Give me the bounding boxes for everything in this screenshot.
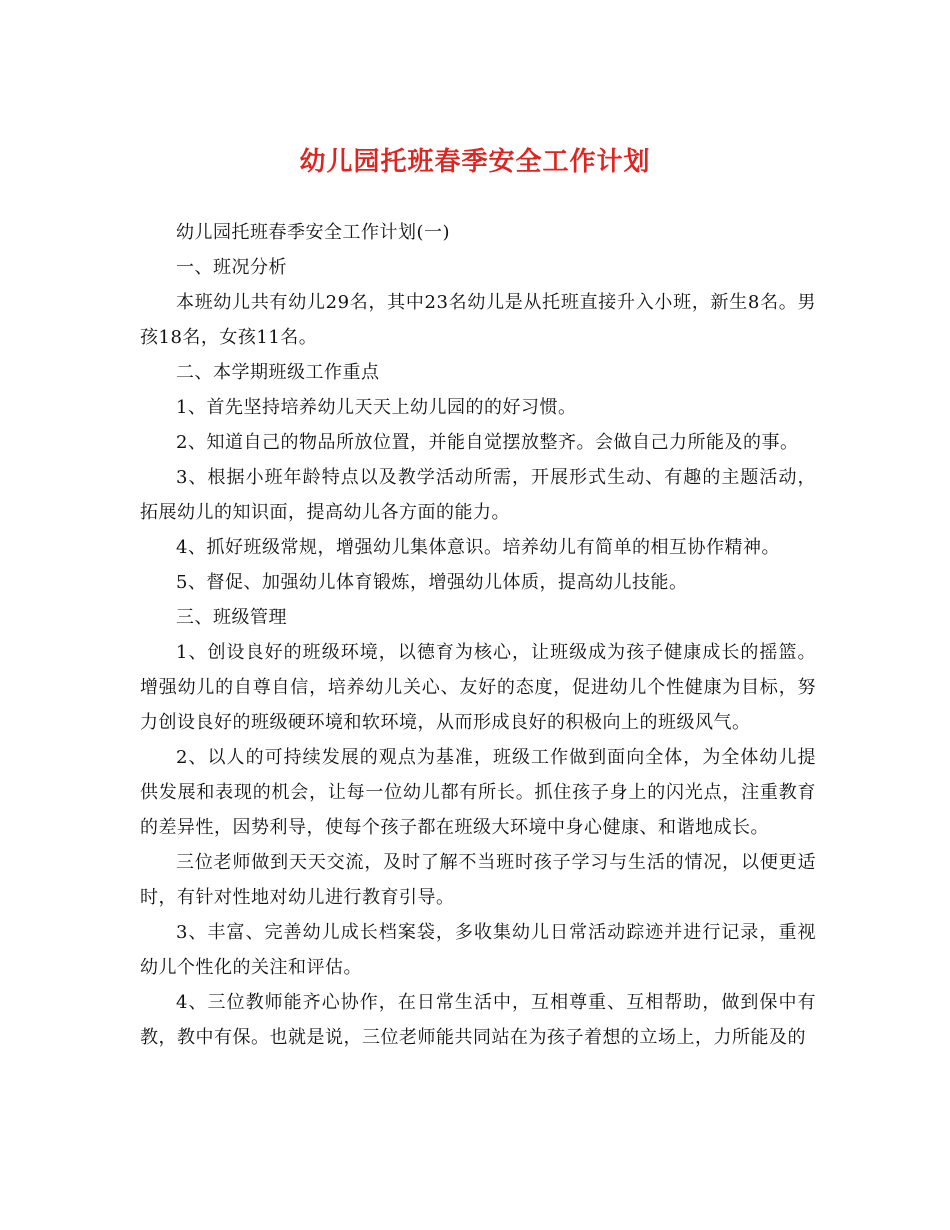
paragraph-class-analysis: 本班幼儿共有幼儿29名，其中23名幼儿是从托班直接升入小班，新生8名。男孩18名，女孩11名。 bbox=[140, 292, 816, 348]
paragraph-subtitle: 幼儿园托班春季安全工作计划(一) bbox=[176, 222, 451, 243]
section-heading-class-analysis: 一、班况分析 bbox=[176, 257, 287, 278]
list-item-focus-1: 1、首先坚持培养幼儿天天上幼儿园的的好习惯。 bbox=[176, 397, 577, 418]
list-item-focus-5: 5、督促、加强幼儿体育锻炼，增强幼儿体质，提高幼儿技能。 bbox=[176, 572, 688, 593]
section-heading-class-management: 三、班级管理 bbox=[176, 607, 287, 628]
document-body bbox=[140, 215, 816, 1055]
list-item-management-1: 1、创设良好的班级环境，以德育为核心，让班级成为孩子健康成长的摇篮。增强幼儿的自尊自信，培养幼儿关心、友好的态度，促进幼儿个性健康为目标，努力创设良好的班级硬环境和软环境，从而形成良好的积极向上的班级风气。 bbox=[140, 642, 816, 733]
section-heading-work-focus: 二、本学期班级工作重点 bbox=[176, 362, 380, 383]
list-item-focus-2: 2、知道自己的物品所放位置，并能自觉摆放整齐。会做自己力所能及的事。 bbox=[176, 432, 799, 453]
list-item-management-3: 3、丰富、完善幼儿成长档案袋，多收集幼儿日常活动踪迹并进行记录，重视幼儿个性化的关注和评估。 bbox=[140, 922, 816, 978]
list-item-focus-3: 3、根据小班年龄特点以及教学活动所需，开展形式生动、有趣的主题活动，拓展幼儿的知识面，提高幼儿各方面的能力。 bbox=[140, 467, 816, 523]
document-title: 幼儿园托班春季安全工作计划 bbox=[299, 147, 651, 177]
paragraph-teacher-communication: 三位老师做到天天交流，及时了解不当班时孩子学习与生活的情况，以便更适时，有针对性地对幼儿进行教育引导。 bbox=[140, 852, 816, 908]
list-item-management-2: 2、以人的可持续发展的观点为基准，班级工作做到面向全体，为全体幼儿提供发展和表现的机会，让每一位幼儿都有所长。抓住孩子身上的闪光点，注重教育的差异性，因势利导，使每个孩子都在班级大环境中身心健康、和谐地成长。 bbox=[140, 747, 816, 838]
list-item-management-4: 4、三位教师能齐心协作，在日常生活中，互相尊重、互相帮助，做到保中有教，教中有保。也就是说，三位老师能共同站在为孩子着想的立场上，力所能及的 bbox=[140, 992, 816, 1048]
list-item-focus-4: 4、抓好班级常规，增强幼儿集体意识。培养幼儿有简单的相互协作精神。 bbox=[176, 537, 780, 558]
